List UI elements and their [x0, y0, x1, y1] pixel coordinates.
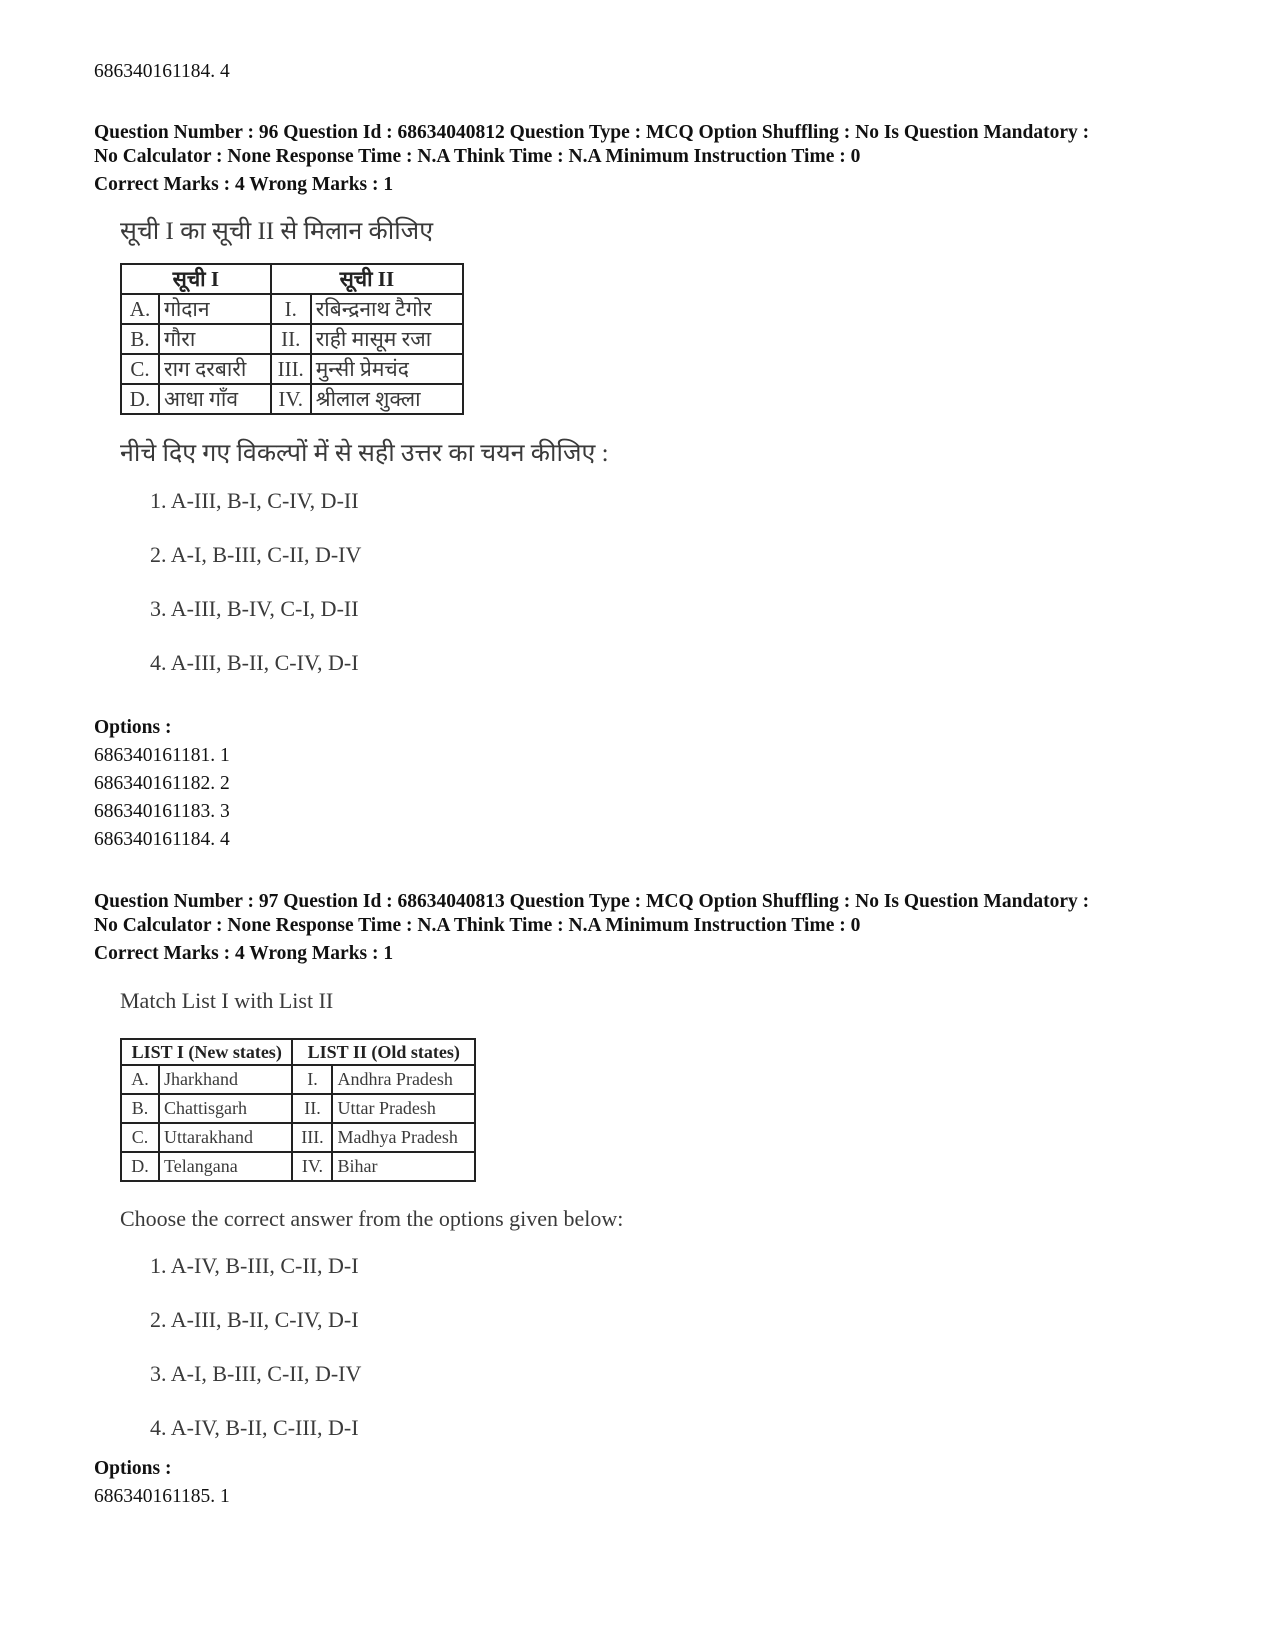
row-value: Uttar Pradesh — [332, 1094, 475, 1123]
question-marks: Correct Marks : 4 Wrong Marks : 1 — [94, 943, 394, 964]
row-index: A. — [121, 1065, 159, 1094]
row-value: राही मासूम रजा — [311, 324, 463, 354]
row-value: Madhya Pradesh — [332, 1123, 475, 1152]
question-marks: Correct Marks : 4 Wrong Marks : 1 — [94, 174, 394, 195]
option-line: 686340161183. 3 — [94, 801, 230, 822]
row-value: Andhra Pradesh — [332, 1065, 475, 1094]
answer-choices — [150, 1252, 1214, 1468]
question-instruction: नीचे दिए गए विकल्पों में से सही उत्तर का चयन कीजिए : — [120, 440, 609, 467]
table-header-list2: सूची II — [271, 264, 463, 294]
table-row — [121, 384, 463, 414]
row-index: A. — [121, 294, 159, 324]
prev-option-line: 686340161184. 4 — [94, 61, 230, 82]
question-body — [120, 986, 1214, 1468]
answer-choice: 3. A-III, B-IV, C-I, D-II — [150, 596, 359, 621]
row-index: IV. — [271, 384, 311, 414]
answer-choice: 1. A-III, B-I, C-IV, D-II — [150, 488, 359, 513]
row-value: Telangana — [159, 1152, 292, 1181]
question-meta-line1: Question Number : 96 Question Id : 68634040812 Question Type : MCQ Option Shuffling : No Is Question Mandatory : — [94, 122, 1090, 143]
row-index: III. — [292, 1123, 332, 1152]
table-row — [121, 1094, 475, 1123]
table-row — [121, 324, 463, 354]
row-index: III. — [271, 354, 311, 384]
option-line: 686340161182. 2 — [94, 773, 230, 794]
table-row — [121, 354, 463, 384]
question-instruction: Choose the correct answer from the options given below: — [120, 1206, 624, 1231]
row-index: II. — [271, 324, 311, 354]
match-table — [120, 263, 464, 415]
row-value: Bihar — [332, 1152, 475, 1181]
row-index: IV. — [292, 1152, 332, 1181]
options-block-97 — [94, 1455, 230, 1511]
answer-choice: 4. A-IV, B-II, C-III, D-I — [150, 1415, 359, 1440]
answer-choice: 3. A-I, B-III, C-II, D-IV — [150, 1361, 362, 1386]
match-table — [120, 1038, 476, 1182]
table-row — [121, 1065, 475, 1094]
row-index: B. — [121, 1094, 159, 1123]
option-line: 686340161184. 4 — [94, 829, 230, 850]
row-value: गोदान — [159, 294, 271, 324]
options-label: Options : — [94, 1458, 172, 1479]
answer-choice: 2. A-III, B-II, C-IV, D-I — [150, 1307, 359, 1332]
row-value: राग दरबारी — [159, 354, 271, 384]
row-value: रबिन्द्रनाथ टैगोर — [311, 294, 463, 324]
row-index: I. — [292, 1065, 332, 1094]
table-header-list2: LIST II (Old states) — [292, 1039, 475, 1065]
option-line: 686340161185. 1 — [94, 1486, 230, 1507]
row-index: D. — [121, 384, 159, 414]
row-value: Chattisgarh — [159, 1094, 292, 1123]
table-row — [121, 1152, 475, 1181]
row-index: I. — [271, 294, 311, 324]
table-row — [121, 294, 463, 324]
table-row — [121, 1123, 475, 1152]
question-meta-line2: No Calculator : None Response Time : N.A Think Time : N.A Minimum Instruction Time : 0 — [94, 915, 861, 936]
row-value: श्रीलाल शुक्ला — [311, 384, 463, 414]
row-value: आधा गाँव — [159, 384, 271, 414]
question-96 — [94, 121, 1214, 703]
options-label: Options : — [94, 717, 172, 738]
answer-choice: 1. A-IV, B-III, C-II, D-I — [150, 1253, 359, 1278]
question-meta-line2: No Calculator : None Response Time : N.A Think Time : N.A Minimum Instruction Time : 0 — [94, 146, 861, 167]
question-prompt: सूची I का सूची II से मिलान कीजिए — [120, 218, 434, 245]
row-index: II. — [292, 1094, 332, 1123]
row-value: मुन्सी प्रेमचंद — [311, 354, 463, 384]
answer-choices — [150, 487, 1214, 703]
row-value: Uttarakhand — [159, 1123, 292, 1152]
table-header-list1: LIST I (New states) — [121, 1039, 292, 1065]
row-value: Jharkhand — [159, 1065, 292, 1094]
row-index: B. — [121, 324, 159, 354]
question-body — [120, 217, 1214, 703]
options-block-96 — [94, 714, 230, 854]
question-prompt: Match List I with List II — [120, 988, 334, 1013]
answer-choice: 4. A-III, B-II, C-IV, D-I — [150, 650, 359, 675]
answer-choice: 2. A-I, B-III, C-II, D-IV — [150, 542, 362, 567]
row-index: C. — [121, 354, 159, 384]
option-line: 686340161181. 1 — [94, 745, 230, 766]
row-value: गौरा — [159, 324, 271, 354]
row-index: D. — [121, 1152, 159, 1181]
question-meta-line1: Question Number : 97 Question Id : 68634040813 Question Type : MCQ Option Shuffling : No Is Question Mandatory : — [94, 891, 1090, 912]
question-97 — [94, 890, 1214, 1468]
table-header-list1: सूची I — [121, 264, 271, 294]
row-index: C. — [121, 1123, 159, 1152]
